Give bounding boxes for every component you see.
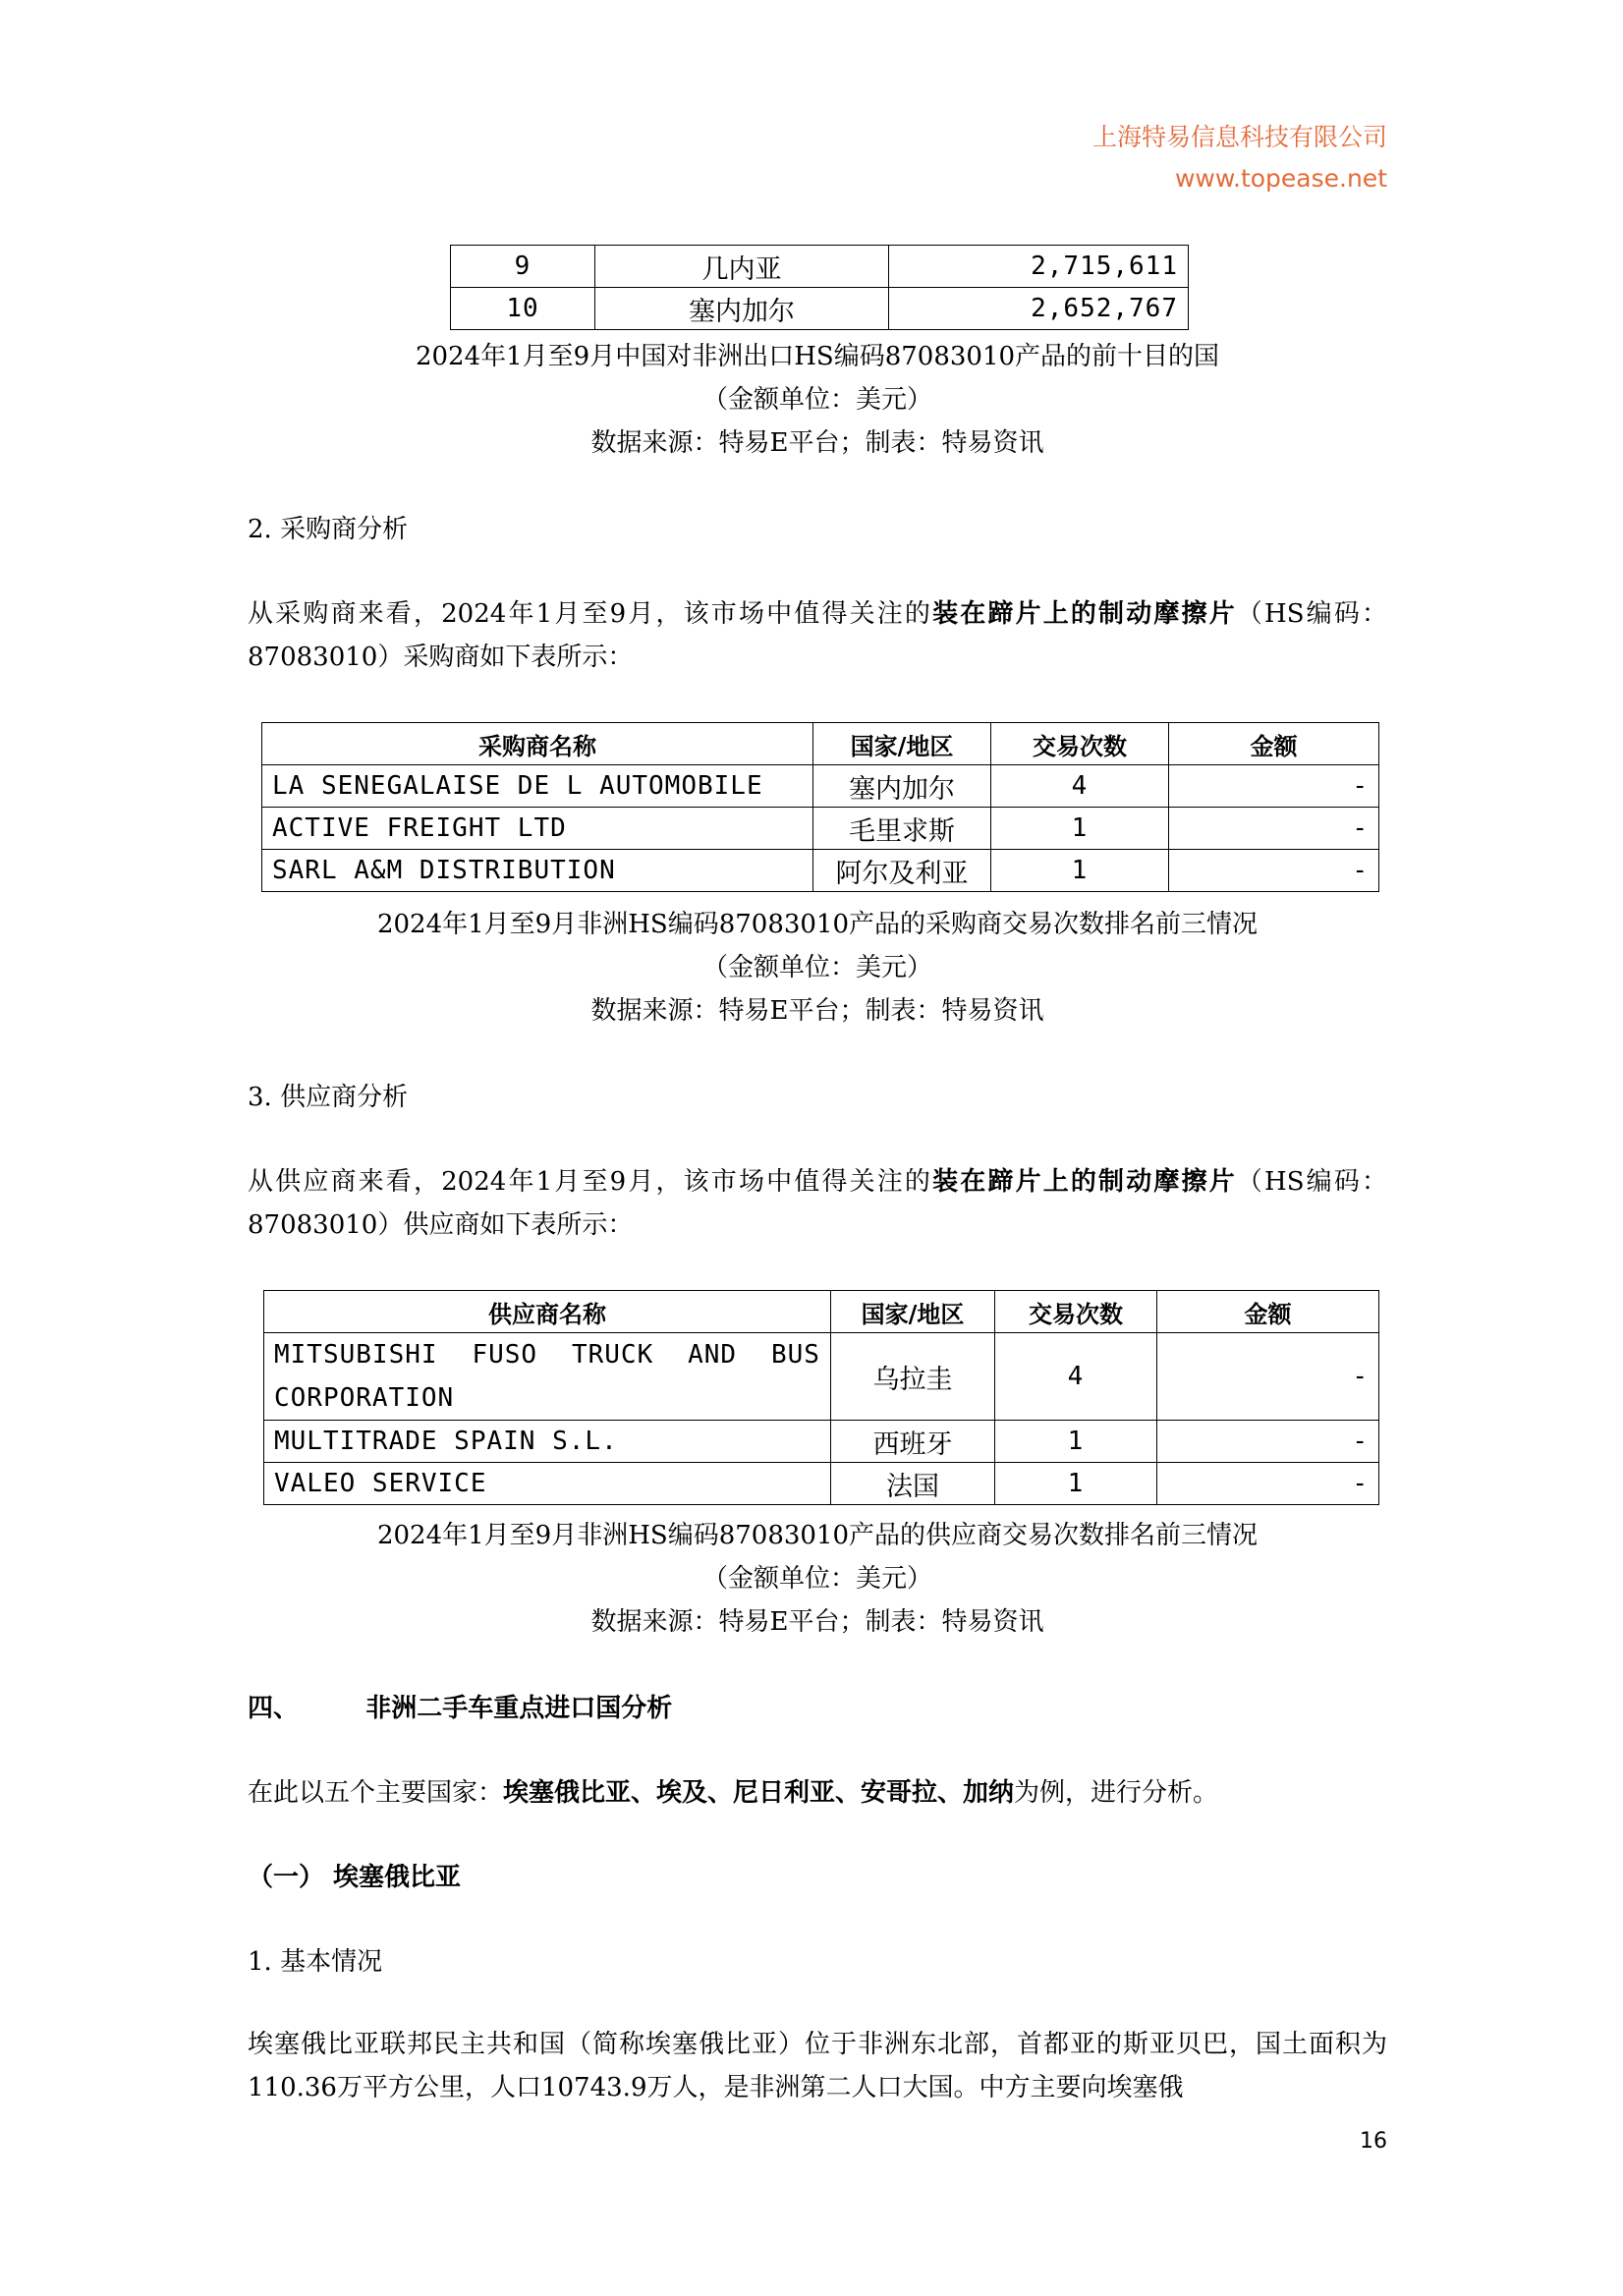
- count-cell: 1: [995, 1463, 1157, 1505]
- supplier-intro-text-1: 从供应商来看，2024年1月至9月，该市场中值得关注的: [248, 1167, 933, 1197]
- column-header: 交易次数: [995, 1291, 1157, 1333]
- table-caption: 2024年1月至9月中国对非洲出口HS编码87083010产品的前十目的国: [415, 342, 1220, 371]
- count-cell: 4: [991, 765, 1169, 808]
- country-cell: 几内亚: [595, 246, 889, 288]
- supplier-table: [263, 1290, 1379, 1505]
- buyer-intro-product: 装在蹄片上的制动摩擦片: [932, 599, 1237, 629]
- company-name: 上海特易信息科技有限公司: [1091, 123, 1387, 151]
- supplier-intro-product: 装在蹄片上的制动摩擦片: [932, 1167, 1237, 1197]
- basic-info-paragraph: 埃塞俄比亚联邦民主共和国（简称埃塞俄比亚）位于非洲东北部，首都亚的斯亚贝巴，国土面积为110.36万平方公里，人口10743.9万人，是非洲第二人口大国。中方主要向埃塞俄: [248, 2030, 1387, 2102]
- section-title: 非洲二手车重点进口国分析: [365, 1694, 673, 1723]
- table-unit: （金额单位：美元）: [701, 1564, 932, 1594]
- table-caption: 2024年1月至9月非洲HS编码87083010产品的供应商交易次数排名前三情况: [376, 1521, 1259, 1550]
- section-four-heading: [248, 1687, 672, 1730]
- supplier-intro: [248, 1160, 1387, 1247]
- count-cell: 1: [995, 1421, 1157, 1463]
- table-row: [262, 850, 1379, 892]
- supplier-name-cell: [264, 1333, 831, 1421]
- column-header: 国家/地区: [831, 1291, 995, 1333]
- buyer-name-cell: LA SENEGALAISE DE L AUTOMOBILE: [262, 765, 813, 808]
- buyer-intro-text-2: （HS编码：87083010）采购商如下表所示：: [248, 599, 1387, 672]
- table-source: 数据来源：特易E平台；制表：特易资讯: [590, 1607, 1044, 1637]
- count-cell: 4: [995, 1333, 1157, 1421]
- table-row: [264, 1421, 1379, 1463]
- column-header: 交易次数: [991, 723, 1169, 765]
- table-unit: （金额单位：美元）: [701, 953, 932, 982]
- country-cell: 塞内加尔: [813, 765, 991, 808]
- name-word: MITSUBISHI: [274, 1340, 438, 1370]
- amount-cell: -: [1169, 850, 1379, 892]
- page-number: 16: [1360, 2129, 1387, 2154]
- name-word: TRUCK: [571, 1340, 654, 1370]
- value-cell: 2,715,611: [889, 246, 1189, 288]
- rank-cell: 10: [451, 288, 595, 330]
- amount-cell: -: [1157, 1463, 1379, 1505]
- buyer-table: [261, 722, 1379, 892]
- name-word: FUSO: [472, 1340, 538, 1370]
- buyer-name-cell: ACTIVE FREIGHT LTD: [262, 808, 813, 850]
- table-row: [451, 288, 1189, 330]
- table-row: [264, 1463, 1379, 1505]
- column-header: 供应商名称: [264, 1291, 831, 1333]
- table-row: [451, 246, 1189, 288]
- buyer-intro-text-1: 从采购商来看，2024年1月至9月，该市场中值得关注的: [248, 599, 933, 629]
- column-header: 国家/地区: [813, 723, 991, 765]
- supplier-name-cell: MULTITRADE SPAIN S.L.: [264, 1421, 831, 1463]
- supplier-intro-text-2: （HS编码：87083010）供应商如下表所示：: [248, 1167, 1387, 1240]
- name-word: BUS: [770, 1340, 820, 1370]
- top-destinations-table: [450, 245, 1189, 330]
- amount-cell: -: [1157, 1333, 1379, 1421]
- company-website[interactable]: www.topease.net: [1174, 164, 1387, 193]
- basic-info-heading: 1. 基本情况: [248, 1947, 383, 1977]
- country-cell: 乌拉圭: [831, 1333, 995, 1421]
- supplier-name-line-2: CORPORATION: [274, 1383, 455, 1413]
- table-unit: （金额单位：美元）: [701, 385, 932, 415]
- country-cell: 塞内加尔: [595, 288, 889, 330]
- column-header: 金额: [1169, 723, 1379, 765]
- table-source: 数据来源：特易E平台；制表：特易资讯: [590, 428, 1044, 458]
- amount-cell: -: [1157, 1421, 1379, 1463]
- supplier-heading: 3. 供应商分析: [248, 1083, 409, 1112]
- amount-cell: -: [1169, 765, 1379, 808]
- ethiopia-heading: [248, 1856, 461, 1899]
- table-caption: 2024年1月至9月非洲HS编码87083010产品的采购商交易次数排名前三情况: [376, 910, 1259, 939]
- country-cell: 西班牙: [831, 1421, 995, 1463]
- name-word: AND: [688, 1340, 738, 1370]
- count-cell: 1: [991, 808, 1169, 850]
- table-source: 数据来源：特易E平台；制表：特易资讯: [590, 996, 1044, 1026]
- country-cell: 法国: [831, 1463, 995, 1505]
- country-cell: 阿尔及利亚: [813, 850, 991, 892]
- table-row: [264, 1333, 1379, 1421]
- rank-cell: 9: [451, 246, 595, 288]
- table-row: [262, 808, 1379, 850]
- supplier-name-cell: VALEO SERVICE: [264, 1463, 831, 1505]
- count-cell: 1: [991, 850, 1169, 892]
- intro-countries: 埃塞俄比亚、埃及、尼日利亚、安哥拉、加纳: [503, 1778, 1015, 1808]
- intro-text-1: 在此以五个主要国家：: [248, 1778, 504, 1808]
- value-cell: 2,652,767: [889, 288, 1189, 330]
- amount-cell: -: [1169, 808, 1379, 850]
- section-number: 四、: [248, 1694, 300, 1723]
- country-cell: 毛里求斯: [813, 808, 991, 850]
- column-header: 采购商名称: [262, 723, 813, 765]
- buyer-name-cell: SARL A&M DISTRIBUTION: [262, 850, 813, 892]
- column-header: 金额: [1157, 1291, 1379, 1333]
- table-header-row: [262, 723, 1379, 765]
- intro-text-2: 为例，进行分析。: [1014, 1778, 1219, 1808]
- table-row: [262, 765, 1379, 808]
- table-header-row: [264, 1291, 1379, 1333]
- supplier-name-line-1: [274, 1333, 820, 1376]
- buyer-intro: [248, 592, 1387, 679]
- sub-heading-text: （一） 埃塞俄比亚: [248, 1863, 462, 1892]
- section-four-intro: [248, 1771, 1387, 1815]
- buyer-heading: 2. 采购商分析: [248, 515, 409, 544]
